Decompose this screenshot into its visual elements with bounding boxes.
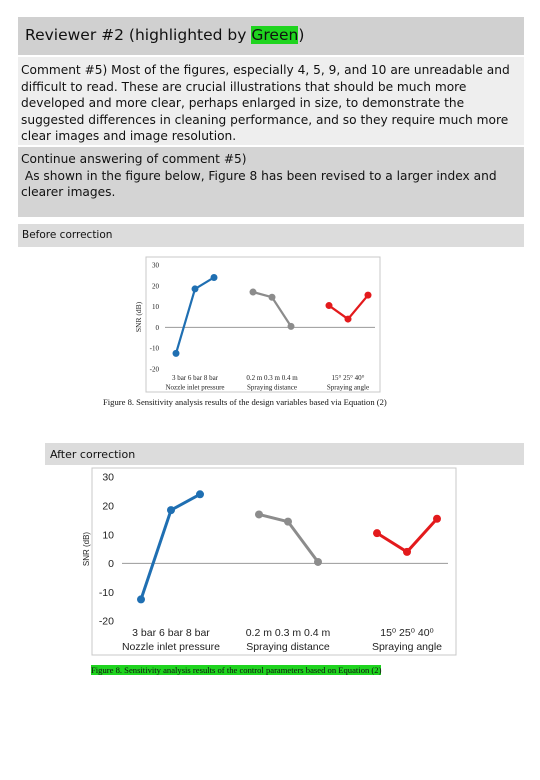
data-point	[137, 595, 145, 603]
after-caption-text: Figure 8. Sensitivity analysis results of the control parameters based on Equation (2)	[91, 665, 382, 675]
y-tick-label: -20	[98, 615, 114, 628]
after-caption	[91, 664, 441, 676]
y-axis-label: SNR (dB)	[134, 301, 143, 333]
data-point	[433, 515, 441, 523]
y-axis-label: SNR (dB)	[82, 531, 91, 567]
data-point	[284, 518, 292, 526]
y-tick-label: 30	[102, 471, 114, 484]
data-point	[403, 548, 411, 556]
x-tick-labels: 15° 25° 40°	[331, 374, 365, 382]
data-point	[255, 510, 263, 518]
x-tick-labels: 0.2 m 0.3 m 0.4 m	[245, 627, 331, 639]
before-caption: Figure 8. Sensitivity analysis results of the design variables based via Equation (2)	[103, 397, 387, 407]
x-group-label: Spraying angle	[326, 383, 370, 392]
y-tick-label: 20	[102, 500, 114, 513]
x-tick-labels: 3 bar 6 bar 8 bar	[132, 627, 210, 639]
y-tick-label: 10	[102, 529, 114, 542]
title-prefix: Reviewer #2 (highlighted by	[25, 26, 252, 44]
y-tick-label: 0	[155, 323, 159, 332]
series-line-3	[377, 519, 437, 552]
y-tick-label: -20	[149, 365, 159, 374]
y-tick-label: 10	[152, 303, 159, 312]
x-group-label: Spraying distance	[247, 383, 297, 392]
x-group-label: Spraying angle	[371, 641, 443, 654]
data-point	[167, 506, 175, 514]
data-point	[196, 490, 204, 498]
x-group-label: Nozzle inlet pressure	[165, 383, 225, 392]
comment-text: Comment #5) Most of the figures, especially 4, 5, 9, and 10 are unreadable and difficult to read. These are crucial illustrations that should be much more developed and more clear, perhaps enlarged in size, to demonstrate the suggested differences in cleaning performance, and so they require much more clear images and image resolution.	[21, 63, 510, 143]
y-tick-label: 30	[152, 261, 159, 270]
y-tick-label: -10	[98, 586, 114, 599]
y-tick-label: 0	[108, 558, 114, 571]
x-group-label: Nozzle inlet pressure	[121, 641, 221, 654]
title-highlight: Green	[251, 26, 299, 44]
before-section-label: Before correction	[22, 229, 113, 241]
x-tick-labels: 0.2 m 0.3 m 0.4 m	[246, 374, 298, 382]
x-group-label: Spraying distance	[246, 641, 330, 654]
data-point	[373, 529, 381, 537]
data-point	[314, 558, 322, 566]
after-section-label: After correction	[50, 448, 136, 461]
x-tick-labels: 3 bar 6 bar 8 bar	[171, 374, 219, 382]
answer-text: Continue answering of comment #5) As shown in the figure below, Figure 8 has been revised to a larger index and clearer images.	[21, 152, 497, 199]
x-tick-labels: 15⁰ 25⁰ 40⁰	[380, 627, 434, 639]
y-tick-label: 20	[152, 282, 159, 291]
title-suffix: )	[298, 26, 305, 44]
y-tick-label: -10	[149, 344, 159, 353]
